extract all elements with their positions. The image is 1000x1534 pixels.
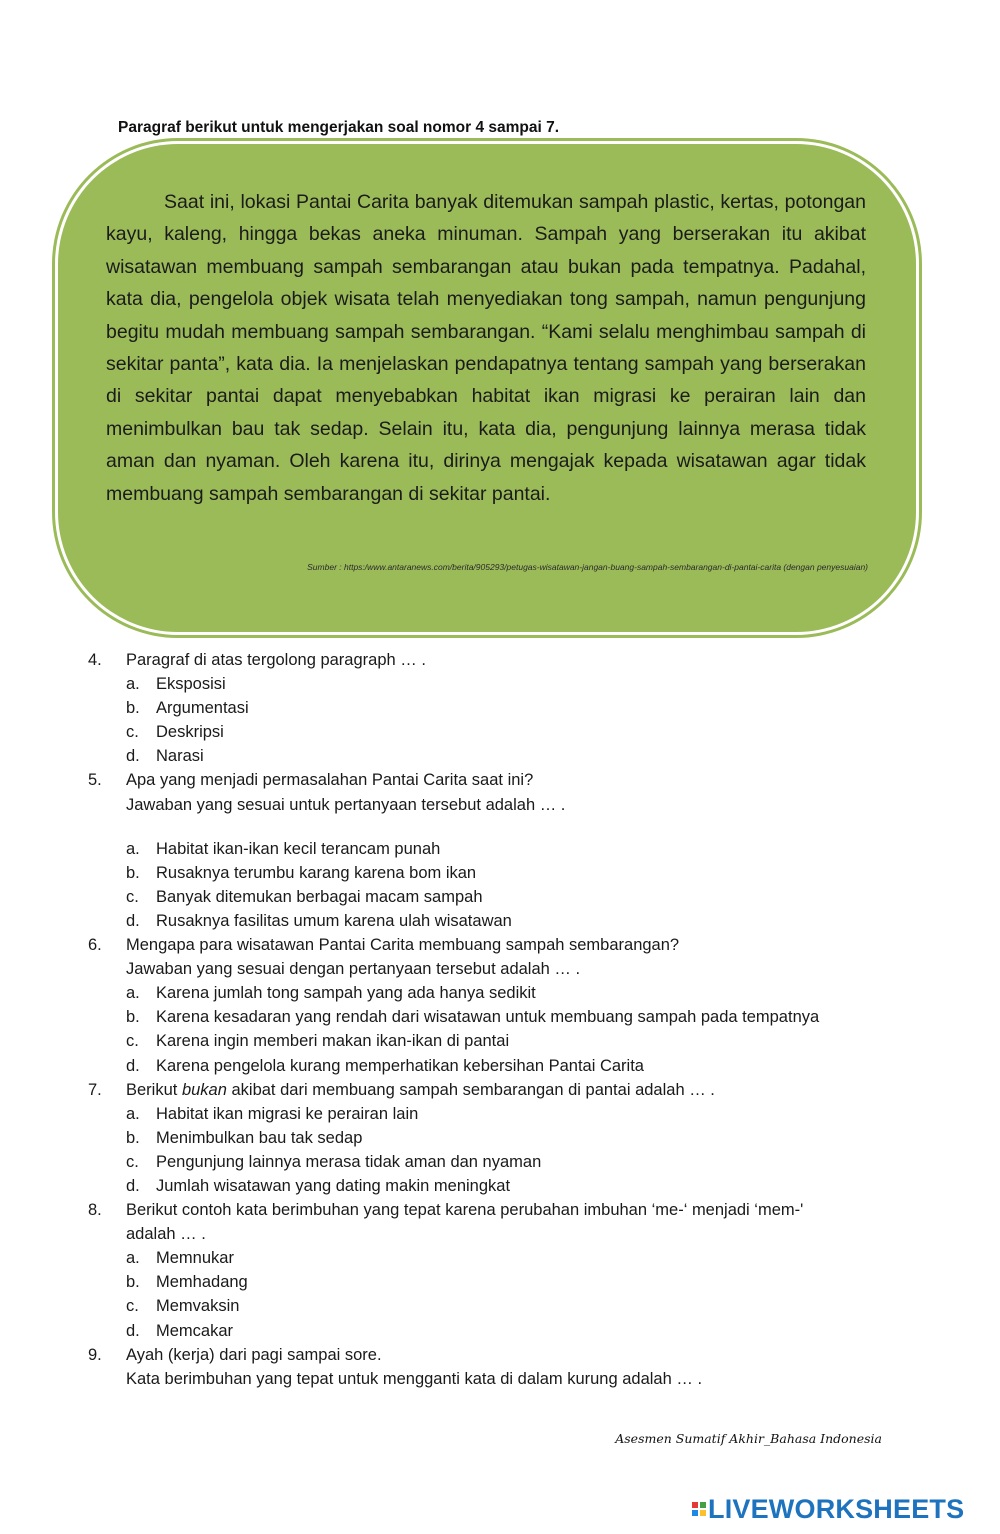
question-text: Berikut contoh kata berimbuhan yang tepat karena perubahan imbuhan ‘me-‘ menjadi ‘mem-' [126,1201,804,1220]
option-letter: b. [126,699,140,718]
question-number: 5. [88,771,102,790]
footer-title: Asesmen Sumatif Akhir_Bahasa Indonesia [615,1431,882,1446]
option-letter: c. [126,1152,139,1171]
option-5d[interactable] [126,909,908,933]
option-letter: c. [126,1297,139,1316]
option-7c[interactable] [126,1150,908,1174]
liveworksheets-logo[interactable] [692,1494,964,1524]
brand-logo-icon [692,1502,706,1516]
question-number: 6. [88,936,102,955]
option-text: Eksposisi [156,675,226,694]
option-text: Karena kesadaran yang rendah dari wisatawan untuk membuang sampah pada tempatnya [156,1008,820,1027]
option-letter: c. [126,723,139,742]
option-text: Pengunjung lainnya merasa tidak aman dan nyaman [156,1152,542,1171]
question-text-cont: adalah … . [126,1225,206,1244]
instruction-heading: Paragraf berikut untuk mengerjakan soal nomor 4 sampai 7. [118,119,560,136]
option-text: Rusaknya terumbu karang karena bom ikan [156,863,477,882]
option-text: Habitat ikan migrasi ke perairan lain [156,1104,419,1123]
option-8a[interactable] [126,1246,908,1270]
option-5c[interactable] [126,885,908,909]
option-letter: d. [126,1056,140,1075]
option-letter: d. [126,747,140,766]
option-text: Rusaknya fasilitas umum karena ulah wisatawan [156,911,512,930]
question-6 [88,933,908,981]
option-8d[interactable] [126,1319,908,1343]
passage-box [58,144,916,632]
option-6a[interactable] [126,981,908,1005]
option-letter: c. [126,887,139,906]
emphasis-word: bukan [181,1080,227,1099]
option-letter: d. [126,911,140,930]
option-text: Habitat ikan-ikan kecil terancam punah [156,839,441,858]
passage-text: Saat ini, lokasi Pantai Carita banyak ditemukan sampah plastic, kertas, potongan kayu, kaleng, hingga bekas aneka minuman. Sampah yang berserakan itu akibat wisatawan membuang sampah sembarangan atau bukan pada tempatnya. Padahal, kata dia, pengelola objek wisata telah menyediakan tong sampah, namun pengunjung begitu mudah membuang sampah sembarangan. “Kami selalu menghimbau sampah di sekitar panta”, kata dia. Ia menjelaskan pendapatnya tentang sampah yang berserakan di sekitar pantai dapat menyebabkan habitat ikan migrasi ke perairan lain dan menimbulkan bau tak sedap. Selain itu, kata dia, pengunjung lainnya merasa tidak aman dan nyaman. Oleh karena itu, dirinya mengajak kepada wisatawan agar tidak membuang sampah sembarangan di sekitar pantai. [106,191,866,505]
question-7 [88,1078,908,1102]
option-text: Banyak ditemukan berbagai macam sampah [156,887,483,906]
passage-source: Sumber : https:/www.antaranews.com/berita/905293/petugas-wisatawan-jangan-buang-sampah-sembarangan-di-pantai-carita (dengan penyesuaian) [307,562,868,572]
option-text: Narasi [156,747,204,766]
option-text: Karena pengelola kurang memperhatikan kebersihan Pantai Carita [156,1056,644,1075]
option-4c[interactable] [126,720,908,744]
question-4 [88,648,908,672]
option-5a[interactable] [126,837,908,861]
option-letter: c. [126,1032,139,1051]
question-text: Mengapa para wisatawan Pantai Carita membuang sampah sembarangan? [126,936,680,955]
option-letter: b. [126,863,140,882]
option-7b[interactable] [126,1126,908,1150]
option-6d[interactable] [126,1054,908,1078]
option-letter: a. [126,675,140,694]
option-7a[interactable] [126,1102,908,1126]
option-8b[interactable] [126,1270,908,1294]
logo-square-green [700,1502,706,1508]
question-text: Berikut bukan akibat dari membuang sampah sembarangan di pantai adalah … . [126,1080,715,1099]
option-8c[interactable] [126,1294,908,1318]
option-text: Menimbulkan bau tak sedap [156,1128,363,1147]
option-text: Memcakar [156,1321,234,1340]
option-text: Jumlah wisatawan yang dating makin meningkat [156,1176,511,1195]
option-text: Argumentasi [156,699,249,718]
question-number: 8. [88,1201,102,1220]
option-letter: a. [126,839,140,858]
option-text: Memhadang [156,1273,248,1292]
question-number: 7. [88,1080,102,1099]
question-number: 4. [88,651,102,669]
option-4b[interactable] [126,696,908,720]
question-prompt: Jawaban yang sesuai untuk pertanyaan tersebut adalah … . [126,795,566,814]
option-letter: b. [126,1273,140,1292]
option-4d[interactable] [126,744,908,768]
option-letter: a. [126,984,140,1003]
question-8 [88,1198,908,1246]
option-letter: d. [126,1176,140,1195]
option-letter: a. [126,1104,140,1123]
option-letter: b. [126,1008,140,1027]
question-9 [88,1343,908,1391]
option-7d[interactable] [126,1174,908,1198]
option-letter: d. [126,1321,140,1340]
option-4a[interactable] [126,672,908,696]
question-text: Ayah (kerja) dari pagi sampai sore. [126,1345,382,1364]
spacer [126,817,908,837]
question-number: 9. [88,1345,102,1364]
logo-square-red [692,1502,698,1508]
option-letter: b. [126,1128,140,1147]
logo-square-blue [692,1510,698,1516]
option-6c[interactable] [126,1029,908,1053]
option-text: Karena ingin memberi makan ikan-ikan di pantai [156,1032,510,1051]
option-text: Karena jumlah tong sampah yang ada hanya sedikit [156,984,536,1003]
question-prompt: Kata berimbuhan yang tepat untuk mengganti kata di dalam kurung adalah … . [126,1369,703,1388]
question-list [88,648,908,1391]
question-text: Paragraf di atas tergolong paragraph … . [126,651,426,669]
option-text: Memnukar [156,1249,234,1268]
question-5 [88,768,908,836]
brand-text: LIVEWORKSHEETS [708,1493,965,1524]
question-text: Apa yang menjadi permasalahan Pantai Carita saat ini? [126,771,534,790]
question-prompt: Jawaban yang sesuai dengan pertanyaan tersebut adalah … . [126,960,581,979]
option-text: Memvaksin [156,1297,240,1316]
option-letter: a. [126,1249,140,1268]
option-text: Deskripsi [156,723,224,742]
option-5b[interactable] [126,861,908,885]
logo-square-yellow [700,1510,706,1516]
option-6b[interactable] [126,1005,908,1029]
